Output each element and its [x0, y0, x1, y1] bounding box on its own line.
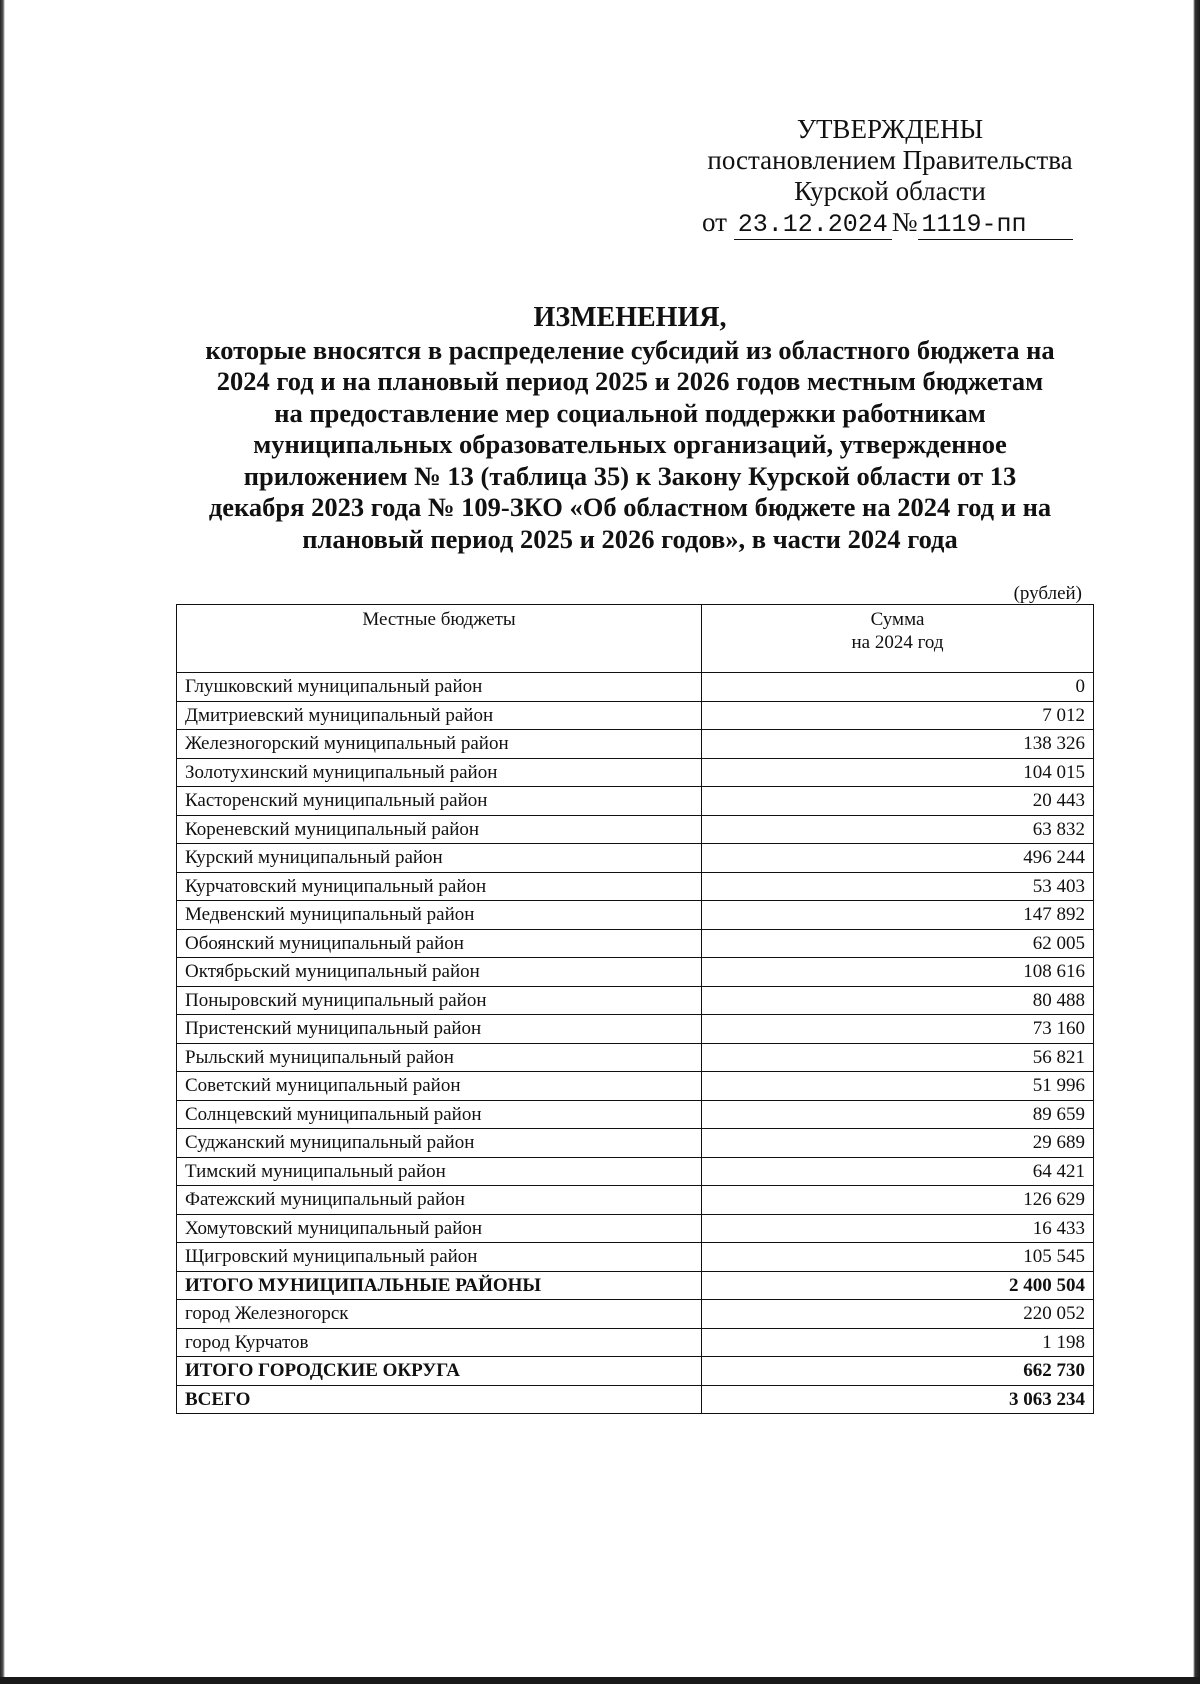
row-sum: 64 421	[702, 1157, 1094, 1186]
table-row	[177, 701, 1094, 730]
row-sum: 63 832	[702, 815, 1094, 844]
row-budget-name: город Железногорск	[177, 1300, 702, 1329]
row-budget-name: Суджанский муниципальный район	[177, 1129, 702, 1158]
document-title-line: 2024 год и на плановый период 2025 и 2026 годов местным бюджетам	[216, 366, 1044, 396]
table-row	[177, 1015, 1094, 1044]
row-budget-name: ВСЕГО	[177, 1385, 702, 1414]
approval-date: 23.12.2024	[734, 210, 892, 240]
row-budget-name: Кореневский муниципальный район	[177, 815, 702, 844]
approval-line-2: Курской области	[794, 176, 986, 206]
row-sum: 496 244	[702, 844, 1094, 873]
table-row	[177, 1300, 1094, 1329]
header-sum-line-2: на 2024 год	[851, 632, 944, 653]
row-budget-name: Рыльский муниципальный район	[177, 1043, 702, 1072]
table-row	[177, 815, 1094, 844]
row-budget-name: Железногорский муниципальный район	[177, 730, 702, 759]
approval-line-1: постановлением Правительства	[707, 145, 1073, 175]
row-sum: 29 689	[702, 1129, 1094, 1158]
row-budget-name: Пристенский муниципальный район	[177, 1015, 702, 1044]
row-budget-name: Поныровский муниципальный район	[177, 986, 702, 1015]
table-total-row	[177, 1385, 1094, 1414]
row-sum: 105 545	[702, 1243, 1094, 1272]
table-row	[177, 730, 1094, 759]
table-header-row	[177, 605, 1094, 673]
scan-edge-left	[0, 0, 5, 1684]
row-budget-name: Обоянский муниципальный район	[177, 929, 702, 958]
table-row	[177, 872, 1094, 901]
row-budget-name: ИТОГО МУНИЦИПАЛЬНЫЕ РАЙОНЫ	[177, 1271, 702, 1300]
row-sum: 73 160	[702, 1015, 1094, 1044]
approval-stamp	[690, 114, 1090, 240]
row-budget-name: Глушковский муниципальный район	[177, 673, 702, 702]
header-local-budgets: Местные бюджеты	[177, 605, 702, 673]
table-total-row	[177, 1271, 1094, 1300]
document-title-line: муниципальных образовательных организаций, утвержденное	[253, 429, 1007, 459]
table-row	[177, 1214, 1094, 1243]
scan-edge-bottom	[0, 1677, 1200, 1684]
row-budget-name: Октябрьский муниципальный район	[177, 958, 702, 987]
table-row	[177, 1243, 1094, 1272]
document-title-line: декабря 2023 года № 109-ЗКО «Об областном бюджете на 2024 год и на	[208, 492, 1052, 522]
approval-status: УТВЕРЖДЕНЫ	[796, 114, 984, 144]
budget-table	[176, 604, 1094, 1414]
table-total-row	[177, 1357, 1094, 1386]
table-row	[177, 1157, 1094, 1186]
table-row	[177, 1100, 1094, 1129]
row-budget-name: Дмитриевский муниципальный район	[177, 701, 702, 730]
table-row	[177, 958, 1094, 987]
document-title	[170, 302, 1090, 555]
document-heading: ИЗМЕНЕНИЯ,	[533, 302, 727, 333]
row-sum: 89 659	[702, 1100, 1094, 1129]
document-title-line: которые вносятся в распределение субсидий из областного бюджета на	[205, 334, 1055, 365]
row-budget-name: Хомутовский муниципальный район	[177, 1214, 702, 1243]
document-title-line: приложением № 13 (таблица 35) к Закону Курской области от 13	[243, 460, 1017, 491]
row-sum: 7 012	[702, 701, 1094, 730]
row-budget-name: город Курчатов	[177, 1328, 702, 1357]
document-title-line: плановый период 2025 и 2026 годов», в части 2024 года	[302, 523, 958, 554]
row-sum: 0	[702, 673, 1094, 702]
header-sum-line-1: Сумма	[870, 609, 925, 630]
row-budget-name: Медвенский муниципальный район	[177, 901, 702, 930]
table-row	[177, 1129, 1094, 1158]
header-sum	[702, 605, 1094, 673]
row-sum: 16 433	[702, 1214, 1094, 1243]
row-sum: 51 996	[702, 1072, 1094, 1101]
table-row	[177, 1186, 1094, 1215]
table-row	[177, 673, 1094, 702]
row-sum: 2 400 504	[702, 1271, 1094, 1300]
row-budget-name: Золотухинский муниципальный район	[177, 758, 702, 787]
table-row	[177, 1043, 1094, 1072]
row-budget-name: Советский муниципальный район	[177, 1072, 702, 1101]
row-sum: 1 198	[702, 1328, 1094, 1357]
row-budget-name: Солнцевский муниципальный район	[177, 1100, 702, 1129]
row-sum: 53 403	[702, 872, 1094, 901]
table-row	[177, 844, 1094, 873]
row-sum: 104 015	[702, 758, 1094, 787]
scan-edge-right	[1193, 0, 1200, 1684]
row-budget-name: Курский муниципальный район	[177, 844, 702, 873]
row-budget-name: Тимский муниципальный район	[177, 1157, 702, 1186]
table-row	[177, 929, 1094, 958]
row-budget-name: Касторенский муниципальный район	[177, 787, 702, 816]
row-sum: 138 326	[702, 730, 1094, 759]
row-budget-name: Фатежский муниципальный район	[177, 1186, 702, 1215]
row-sum: 662 730	[702, 1357, 1094, 1386]
row-sum: 220 052	[702, 1300, 1094, 1329]
approval-number: 1119-пп	[918, 210, 1073, 240]
row-budget-name: ИТОГО ГОРОДСКИЕ ОКРУГА	[177, 1357, 702, 1386]
document-title-line: на предоставление мер социальной поддержки работникам	[274, 397, 986, 428]
row-budget-name: Щигровский муниципальный район	[177, 1243, 702, 1272]
row-sum: 56 821	[702, 1043, 1094, 1072]
table-row	[177, 901, 1094, 930]
row-sum: 147 892	[702, 901, 1094, 930]
date-prefix: от	[702, 207, 727, 237]
table-body	[177, 673, 1094, 1414]
row-budget-name: Курчатовский муниципальный район	[177, 872, 702, 901]
table-row	[177, 986, 1094, 1015]
unit-label: (рублей)	[1013, 583, 1082, 604]
row-sum: 126 629	[702, 1186, 1094, 1215]
table-row	[177, 758, 1094, 787]
row-sum: 3 063 234	[702, 1385, 1094, 1414]
document-title-body	[170, 335, 1090, 556]
approval-date-line	[690, 207, 1090, 240]
row-sum: 80 488	[702, 986, 1094, 1015]
row-sum: 108 616	[702, 958, 1094, 987]
table-row	[177, 787, 1094, 816]
number-prefix: №	[891, 207, 918, 237]
row-sum: 20 443	[702, 787, 1094, 816]
row-sum: 62 005	[702, 929, 1094, 958]
table-row	[177, 1072, 1094, 1101]
table-row	[177, 1328, 1094, 1357]
